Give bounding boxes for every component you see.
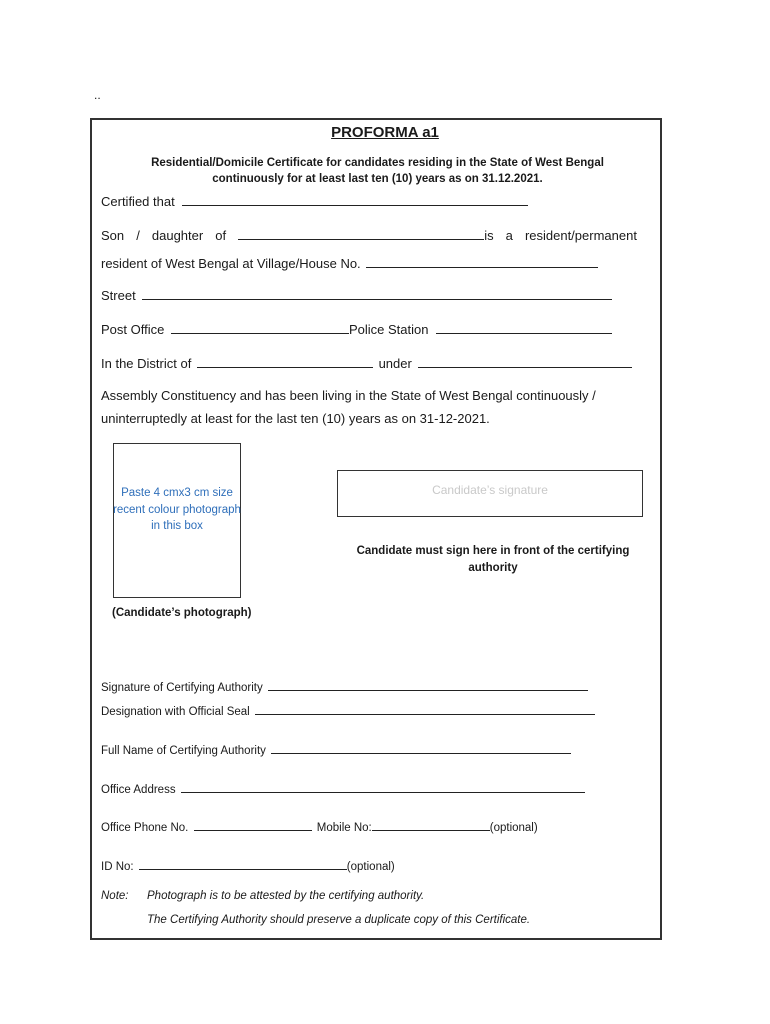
office-phone-field[interactable] (194, 819, 312, 831)
mobile-label: Mobile No: (316, 822, 372, 834)
designation-field[interactable] (255, 703, 595, 715)
assembly-constituency-field[interactable] (418, 356, 632, 368)
authority-signature-row (101, 679, 588, 694)
under-label: under (378, 356, 412, 371)
a-label: a (505, 228, 513, 243)
mobile-optional-label: (optional) (489, 822, 538, 834)
son-daughter-row (101, 228, 637, 243)
post-office-field[interactable] (171, 322, 349, 334)
id-optional-label: (optional) (346, 861, 395, 873)
village-house-field[interactable] (366, 256, 598, 268)
certified-that-row (101, 194, 528, 209)
parent-name-group (238, 228, 493, 243)
phone-row (101, 819, 538, 834)
authority-signature-field[interactable] (268, 679, 588, 691)
subtitle-line-1: Residential/Domicile Certificate for candidates residing in the State of West Bengal (151, 157, 604, 169)
district-row (101, 356, 632, 371)
mobile-field[interactable] (372, 819, 490, 831)
of-label: of (215, 228, 227, 243)
authority-signature-label: Signature of Certifying Authority (101, 682, 263, 694)
photo-instruction: Paste 4 cmx3 cm size recent colour photograph in this box (113, 487, 241, 532)
street-row (101, 288, 612, 303)
note-line-1: Photograph is to be attested by the certifying authority. (147, 890, 425, 902)
page-subtitle (90, 155, 665, 187)
photo-caption: (Candidate’s photograph) (112, 607, 252, 619)
slash-label: / (136, 228, 140, 243)
street-label: Street (101, 288, 136, 303)
district-field[interactable] (197, 356, 373, 368)
designation-row (101, 703, 595, 718)
office-address-field[interactable] (181, 781, 585, 793)
full-name-field[interactable] (271, 742, 571, 754)
daughter-label: daughter (151, 228, 204, 243)
id-row (101, 858, 395, 873)
village-label: resident of West Bengal at Village/House No. (101, 256, 361, 271)
assembly-line-1: Assembly Constituency and has been living in the State of West Bengal continuously / (101, 388, 596, 403)
post-office-row (101, 322, 612, 337)
page-mark: .. (94, 88, 101, 102)
certified-that-label: Certified that (101, 194, 175, 209)
district-label: In the District of (101, 356, 192, 371)
designation-label: Designation with Official Seal (101, 706, 250, 718)
signature-note: Candidate must sign here in front of the certifying authority (356, 545, 630, 574)
resident-label: resident/permanent (524, 228, 637, 243)
subtitle-line-2: continuously for at least last ten (10) years as on 31.12.2021. (212, 173, 543, 185)
office-address-label: Office Address (101, 784, 176, 796)
id-no-label: ID No: (101, 861, 134, 873)
post-office-label: Post Office (101, 322, 165, 337)
police-station-field[interactable] (436, 322, 612, 334)
assembly-line-2: uninterruptedly at least for the last ten (10) years as on 31-12-2021. (101, 411, 490, 426)
note-line-2: The Certifying Authority should preserve a duplicate copy of this Certificate. (147, 914, 531, 926)
police-station-label: Police Station (348, 322, 429, 337)
full-name-label: Full Name of Certifying Authority (101, 745, 266, 757)
son-label: Son (101, 228, 125, 243)
id-no-field[interactable] (139, 858, 347, 870)
full-name-row (101, 742, 571, 757)
village-row (101, 256, 598, 271)
parent-name-field[interactable] (238, 228, 484, 240)
page-title: PROFORMA a1 (331, 124, 439, 141)
certified-name-field[interactable] (182, 194, 528, 206)
is-label: is (484, 228, 494, 243)
signature-placeholder: Candidate’s signature (432, 483, 548, 497)
street-field[interactable] (142, 288, 612, 300)
office-phone-label: Office Phone No. (101, 822, 189, 834)
office-address-row (101, 781, 585, 796)
note-label: Note: (101, 890, 129, 902)
